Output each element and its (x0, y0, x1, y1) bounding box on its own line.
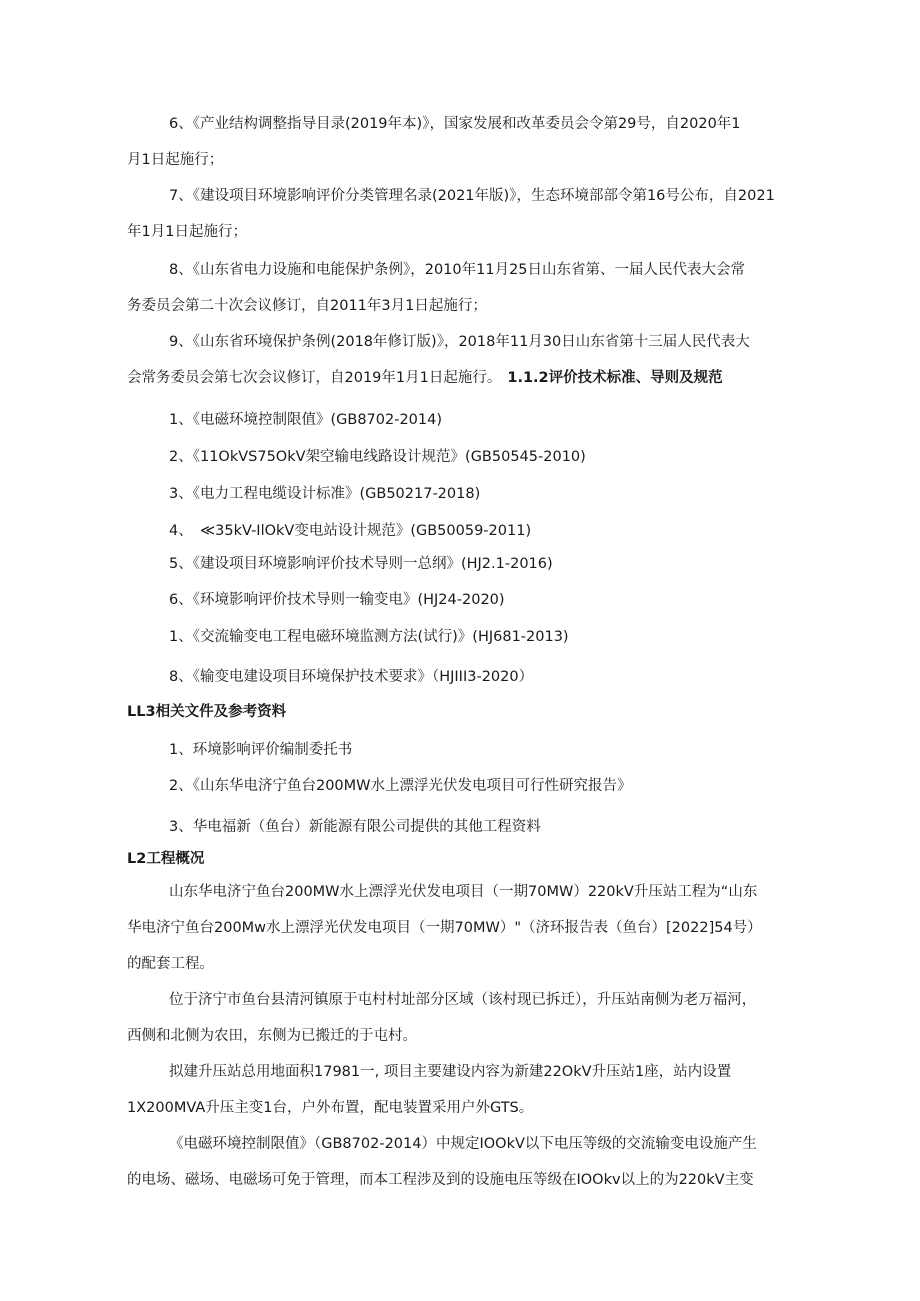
standard-item-1: 1、《电磁环境控制限值》(GB8702-2014) (169, 412, 443, 428)
overview-p4-line2: 的电场、磁场、电磁场可免于管理，而本工程涉及到的设施电压等级在IOOkv以上的为220kV主变 (127, 1172, 754, 1188)
law-item-6-line2: 月1日起施行； (127, 152, 224, 168)
standard-item-2: 2、《11OkVS75OkV架空输电线路设计规范》(GB50545-2010) (169, 449, 586, 465)
reference-item-2: 2、《山东华电济宁鱼台200MW水上漂浮光伏发电项目可行性研究报告》 (169, 778, 632, 794)
section-heading-1-1-2: 1.1.2评价技术标准、导则及规范 (507, 370, 723, 386)
standard-item-3: 3、《电力工程电缆设计标准》(GB50217-2018) (169, 486, 481, 502)
law-item-9-line2 (127, 368, 723, 388)
overview-p1-line3: 的配套工程。 (127, 956, 214, 972)
law-item-9-line1: 9、《山东省环境保护条例(2018年修订版)》，2018年11月30日山东省第十三届人民代表大 (169, 334, 750, 350)
law-item-7-line1: 7、《建设项目环境影响评价分类管理名录(2021年版)》，生态环境部部令第16号公布，自2021 (169, 188, 775, 204)
overview-p1-line1: 山东华电济宁鱼台200MW水上漂浮光伏发电项目（一期70MW）220kV升压站工程为“山东 (169, 884, 758, 900)
standard-item-4: 4、 ≪35kV-IlOkV变电站设计规范》(GB50059-2011) (169, 523, 532, 539)
reference-item-1: 1、环境影响评价编制委托书 (169, 742, 353, 758)
law-item-8-line2: 务委员会第二十次会议修订，自2011年3月1日起施行； (127, 298, 487, 314)
overview-p3-line2: 1X200MVA升压主变1台，户外布置，配电装置采用户外GTS。 (127, 1100, 534, 1116)
law-item-9-line2-text: 会常务委员会第七次会议修订，自2019年1月1日起施行。 (127, 370, 502, 386)
overview-p2-line2: 西侧和北侧为农田，东侧为已搬迁的于屯村。 (127, 1028, 417, 1044)
reference-item-3: 3、华电福新（鱼台）新能源有限公司提供的其他工程资料 (169, 819, 541, 835)
standard-item-7: 1、《交流输变电工程电磁环境监测方法(试行)》(HJ681-2013) (169, 629, 569, 645)
law-item-7-line2: 年1月1日起施行； (127, 224, 247, 240)
standard-item-6: 6、《环境影响评价技术导则一输变电》(HJ24-2020) (169, 592, 505, 608)
section-heading-references: LL3相关文件及参考资料 (127, 704, 287, 720)
law-item-6-line1: 6、《产业结构调整指导目录(2019年本)》，国家发展和改革委员会令第29号，自2020年1 (169, 116, 741, 132)
standard-item-8: 8、《输变电建设项目环境保护技术要求》（HJIII3-2020） (169, 669, 534, 685)
law-item-8-line1: 8、《山东省电力设施和电能保护条例》，2010年11月25日山东省第、一届人民代表大会常 (169, 262, 746, 278)
section-heading-overview: L2工程概况 (127, 851, 205, 867)
standard-item-5: 5、《建设项目环境影响评价技术导则一总纲》(HJ2.1-2016) (169, 556, 553, 572)
overview-p3-line1: 拟建升压站总用地面积17981一, 项目主要建设内容为新建22OkV升压站1座，站内设置 (169, 1064, 732, 1080)
overview-p2-line1: 位于济宁市鱼台县清河镇原于屯村村址部分区域（该村现已拆迁），升压站南侧为老万福河， (169, 992, 757, 1008)
overview-p1-line2: 华电济宁鱼台200Mw水上漂浮光伏发电项目（一期70MW）"（济环报告表（鱼台）[2022]54号） (127, 920, 762, 936)
overview-p4-line1: 《电磁环境控制限值》（GB8702-2014）中规定IOOkV以下电压等级的交流输变电设施产生 (169, 1136, 757, 1152)
